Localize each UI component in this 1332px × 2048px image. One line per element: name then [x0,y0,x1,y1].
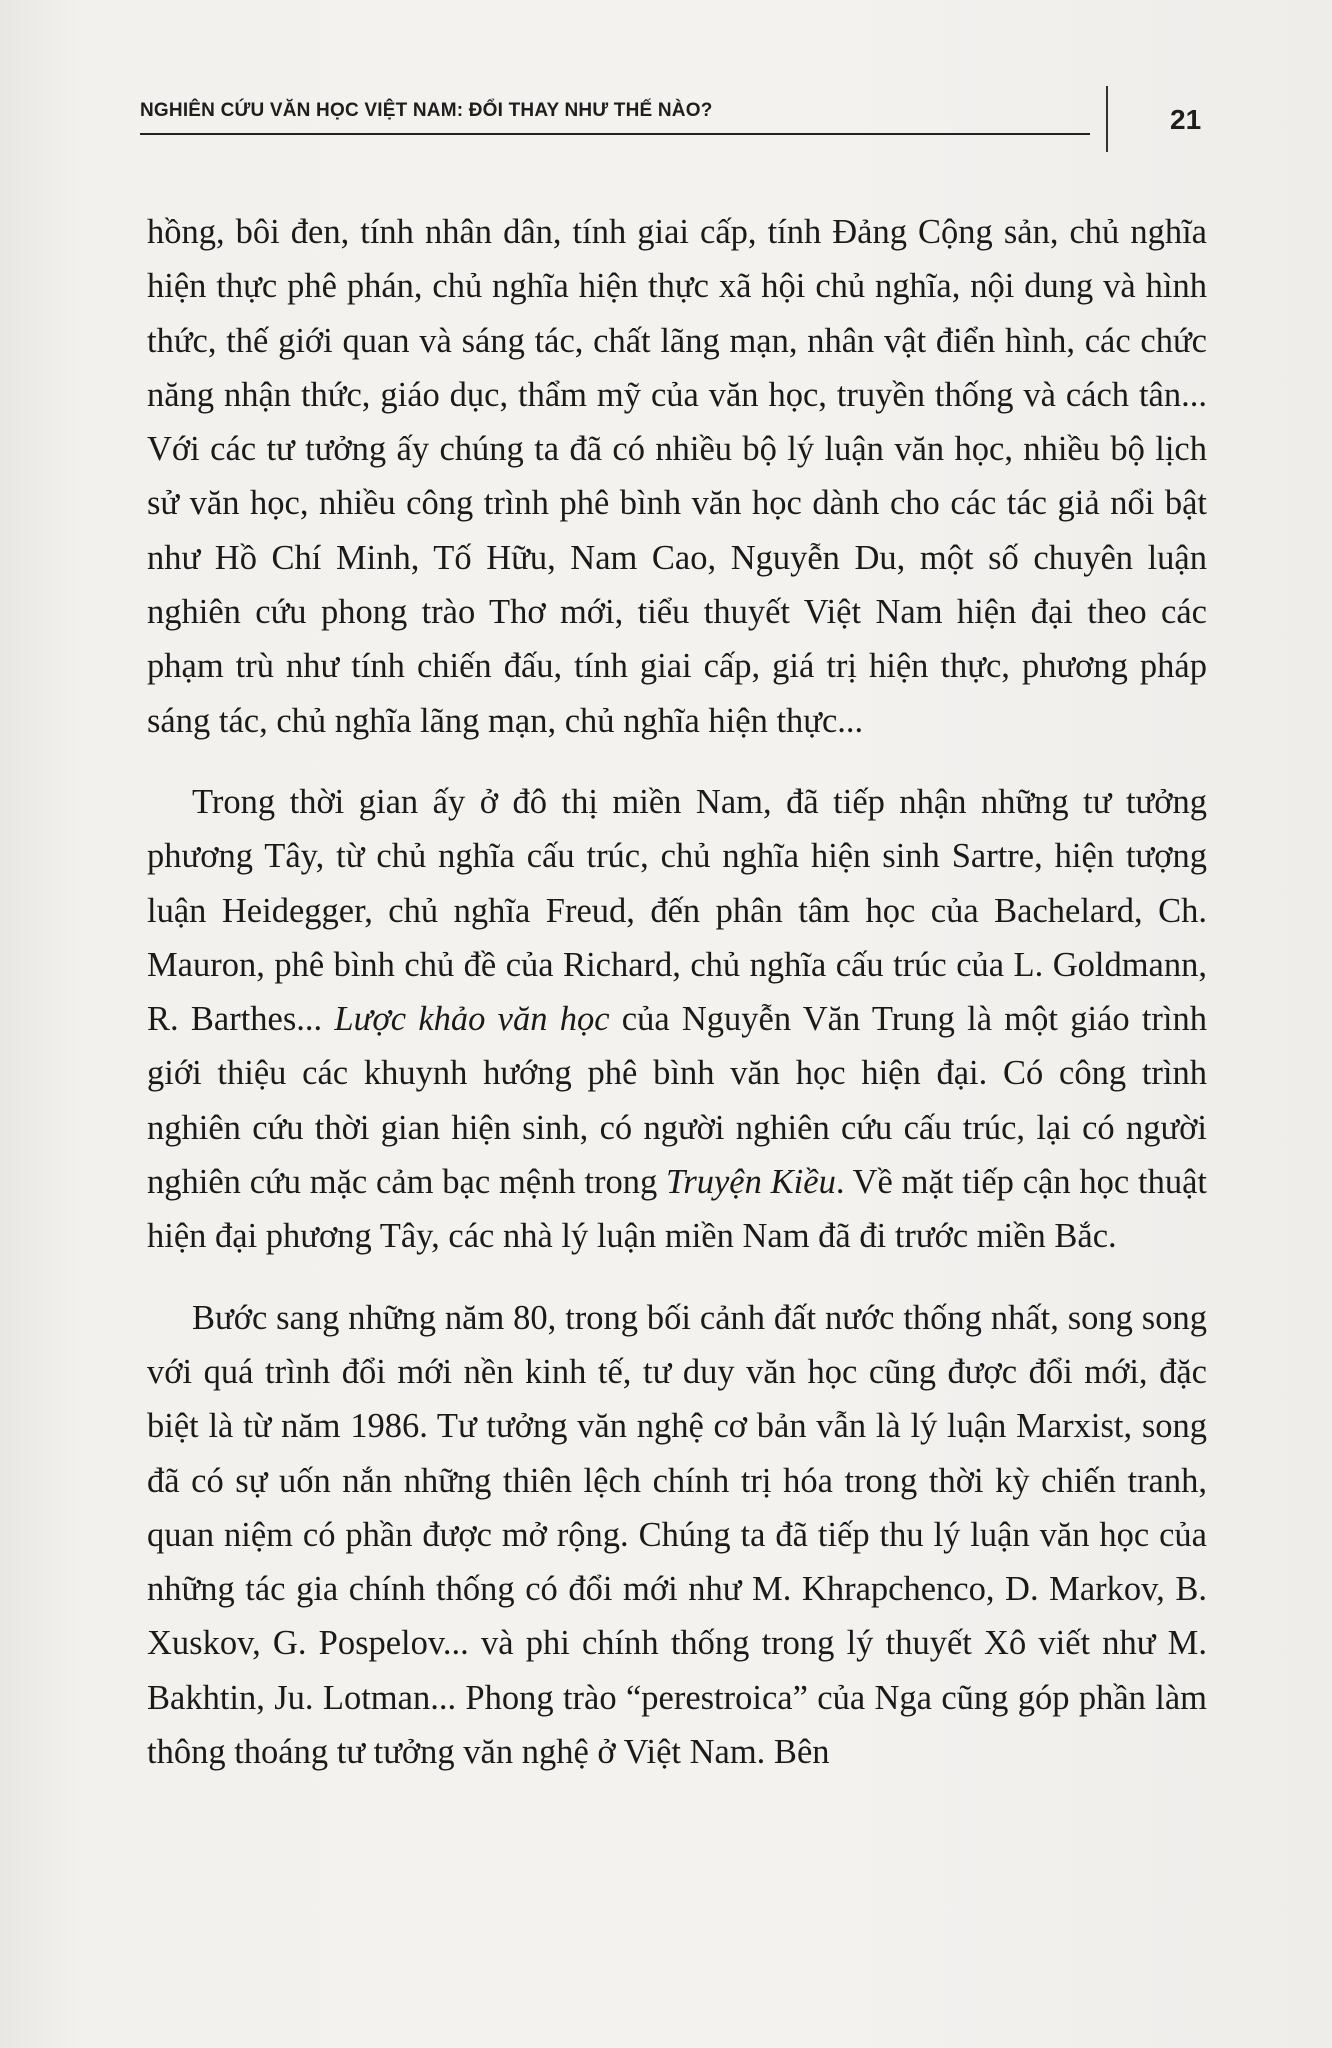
paragraph-3: Bước sang những năm 80, trong bối cảnh đất nước thống nhất, song song với quá trình đổi mới nền kinh tế, tư duy văn học cũng được đổi mới, đặc biệt là từ năm 1986. Tư tưởng văn nghệ cơ bản vẫn là lý luận Marxist, song đã có sự uốn nắn những thiên lệch chính trị hóa trong thời kỳ chiến tranh, quan niệm có phần được mở rộng. Chúng ta đã tiếp thu lý luận văn học của những tác gia chính thống có đổi mới như M. Khrapchenco, D. Markov, B. Xuskov, G. Pospelov... và phi chính thống trong lý thuyết Xô viết như M. Bakhtin, Ju. Lotman... Phong trào “perestroica” của Nga cũng góp phần làm thông thoáng tư tưởng văn nghệ ở Việt Nam. Bên [147,1298,1207,1772]
body-text [147,205,1207,1779]
book-title-truyen-kieu: Truyện Kiều [666,1163,836,1202]
header-divider [1106,86,1108,152]
paragraph-2-part-1: Trong thời gian ấy ở đô thị miền Nam, đã tiếp nhận những tư tưởng phương Tây, từ chủ nghĩa cấu trúc, chủ nghĩa hiện sinh Sartre, hiện tượng luận Heidegger, chủ nghĩa Freud, đến phân tâm học của Bachelard, Ch. Mauron, phê bình chủ đề của Richard, chủ nghĩa cấu trúc của L. Goldmann, R. Barthes... [147,782,1207,1039]
book-title-luoc-khao-van-hoc: Lược khảo văn học [334,1000,610,1039]
paragraph-2-part-2: của Nguyễn Văn Trung là một giáo trình giới thiệu các khuynh hướng phê bình văn học hiện đại. Có công trình nghiên cứu thời gian hiện sinh, có người nghiên cứu cấu trúc, lại có người nghiên cứu mặc cảm bạc mệnh trong [147,1000,1208,1202]
paragraph-1: hồng, bôi đen, tính nhân dân, tính giai cấp, tính Đảng Cộng sản, chủ nghĩa hiện thực phê phán, chủ nghĩa hiện thực xã hội chủ nghĩa, nội dung và hình thức, thế giới quan và sáng tác, chất lãng mạn, nhân vật điển hình, các chức năng nhận thức, giáo dục, thẩm mỹ của văn học, truyền thống và cách tân... Với các tư tưởng ấy chúng ta đã có nhiều bộ lý luận văn học, nhiều bộ lịch sử văn học, nhiều công trình phê bình văn học dành cho các tác giả nổi bật như Hồ Chí Minh, Tố Hữu, Nam Cao, Nguyễn Du, một số chuyên luận nghiên cứu phong trào Thơ mới, tiểu thuyết Việt Nam hiện đại theo các phạm trù như tính chiến đấu, tính giai cấp, giá trị hiện thực, phương pháp sáng tác, chủ nghĩa lãng mạn, chủ nghĩa hiện thực... [147,213,1207,740]
paragraph-2 [147,775,1207,1264]
header-rule [140,133,1090,135]
paragraph-2-part-3: . Về mặt tiếp cận học thuật hiện đại phương Tây, các nhà lý luận miền Nam đã đi trước miền Bắc. [147,1163,1207,1256]
running-head: NGHIÊN CỨU VĂN HỌC VIỆT NAM: ĐỔI THAY NHƯ THẾ NÀO? [140,100,713,121]
page-number: 21 [1170,104,1202,135]
